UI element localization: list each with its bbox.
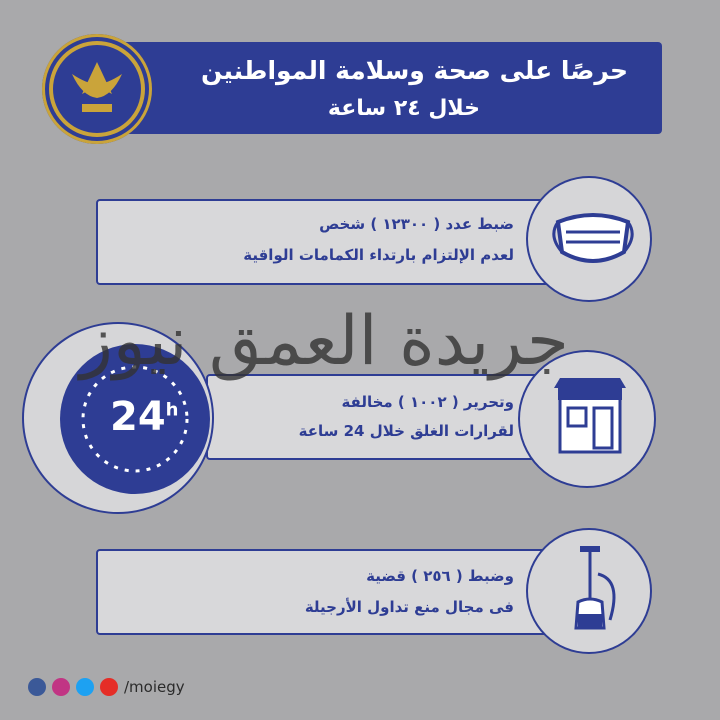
face-mask-icon: [548, 200, 638, 284]
info-box-mask: [96, 199, 560, 285]
hookah-icon: [560, 540, 630, 644]
police-emblem-logo: [42, 34, 152, 144]
item-hookah-line1: وضبط ( ٢٥٦ ) قضية: [366, 567, 514, 585]
facebook-icon[interactable]: [28, 678, 46, 696]
item-shop-line1: وتحرير ( ١٠٠٢ ) مخالفة: [341, 393, 514, 411]
social-handle[interactable]: /moiegy: [124, 678, 185, 696]
info-box-shop: [206, 374, 570, 460]
item-hookah-line2: فى مجال منع تداول الأرجيلة: [304, 598, 514, 616]
clock-unit: h: [165, 399, 179, 421]
header-title: حرصًا على صحة وسلامة المواطنين: [200, 56, 628, 85]
watermark-text: جريدة العمق نيوز: [80, 302, 569, 381]
item-mask-line1: ضبط عدد ( ١٢٣٠٠ ) شخص: [319, 215, 514, 233]
info-box-hookah: [96, 549, 560, 635]
item-shop-line2: لقرارات الغلق خلال 24 ساعة: [298, 422, 514, 440]
twitter-icon[interactable]: [76, 678, 94, 696]
youtube-icon[interactable]: [100, 678, 118, 696]
instagram-icon[interactable]: [52, 678, 70, 696]
item-mask-line2: لعدم الإلتزام بارتداء الكمامات الواقية: [243, 246, 514, 264]
header-subtitle: خلال ٢٤ ساعة: [327, 96, 480, 121]
clock-value: 24: [110, 394, 166, 440]
shop-icon: [550, 372, 630, 466]
